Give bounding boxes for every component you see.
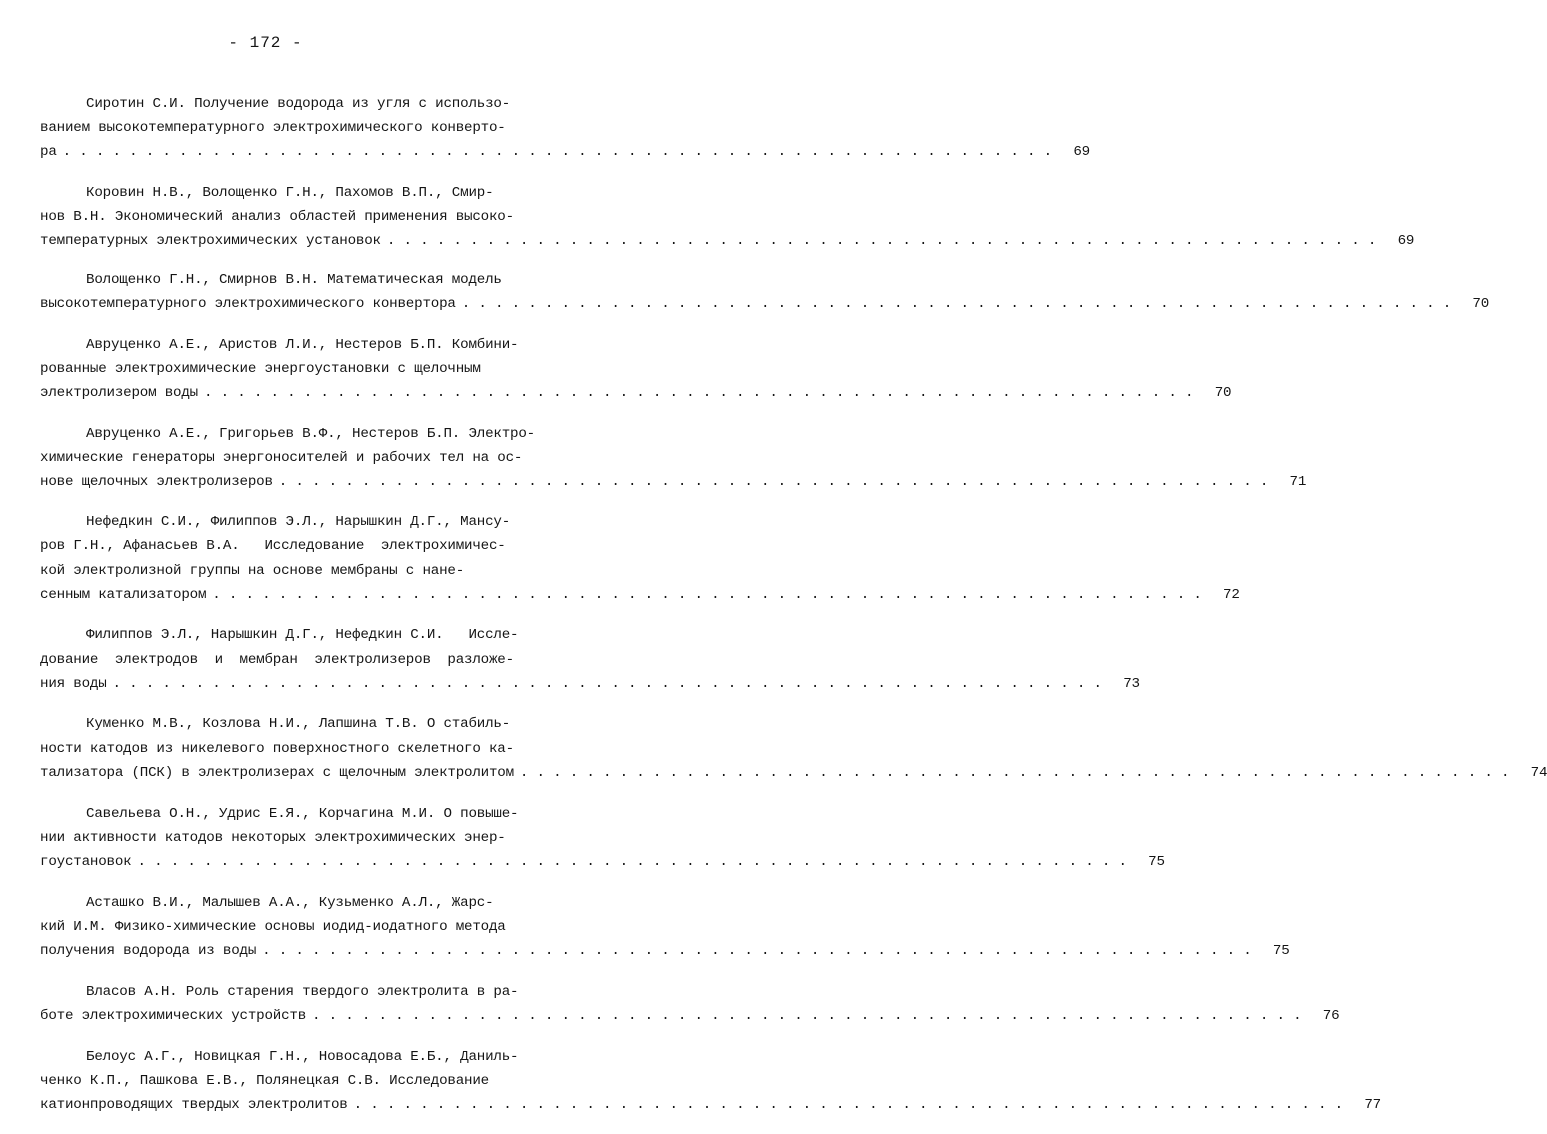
entry-text: Асташко В.И., Малышев А.А., Кузьменко А.Л., Жарс- bbox=[86, 894, 494, 911]
toc-entry-line bbox=[40, 648, 592, 672]
toc-entry bbox=[40, 891, 1290, 964]
toc-entry bbox=[40, 712, 1547, 785]
entry-text: Власов А.Н. Роль старения твердого электролита в ра- bbox=[86, 983, 519, 1000]
entry-text: нове щелочных электролизеров bbox=[40, 473, 273, 490]
entry-page-number: 70 bbox=[1472, 295, 1490, 312]
dot-leader: . . . . . . . . . . . . . . . . . . . . . . . . . . . . . . . . . . . . . . . . . . . . . . . . . . . . . . . . . . . . bbox=[203, 384, 1194, 401]
dot-leader: . . . . . . . . . . . . . . . . . . . . . . . . . . . . . . . . . . . . . . . . . . . . . . . . . . . . . . . . . . . . bbox=[212, 586, 1202, 603]
entry-text: ния воды bbox=[40, 675, 107, 692]
toc-entry-line bbox=[40, 1045, 592, 1069]
toc-entry-line bbox=[40, 826, 592, 850]
toc-entry-line bbox=[40, 534, 592, 558]
entry-text: Савельева О.Н., Удрис Е.Я., Корчагина М.И. О повыше- bbox=[86, 805, 519, 822]
entry-text: рованные электрохимические энергоустановки с щелочным bbox=[40, 360, 481, 377]
entry-text: Волощенко Г.Н., Смирнов В.Н. Математическая модель bbox=[86, 271, 502, 288]
entry-text: высокотемпературного электрохимического конвертора bbox=[40, 295, 456, 312]
toc-entry bbox=[40, 623, 1140, 696]
entry-text: Сиротин С.И. Получение водорода из угля с использо- bbox=[86, 96, 511, 112]
dot-leader: . . . . . . . . . . . . . . . . . . . . . . . . . . . . . . . . . . . . . . . . . . . . . . . . . . . . . . . . . . . . bbox=[137, 853, 1127, 870]
entry-text: Авруценко А.Е., Григорьев В.Ф., Нестеров Б.П. Электро- bbox=[86, 425, 535, 442]
toc-entry-line bbox=[40, 92, 592, 116]
entry-text: Куменко М.В., Козлова Н.И., Лапшина Т.В. О стабиль- bbox=[86, 716, 511, 733]
entry-text: ра bbox=[40, 144, 57, 161]
toc-entry bbox=[40, 1045, 1381, 1118]
entry-page-number: 69 bbox=[1397, 233, 1415, 250]
entry-text: нии активности катодов некоторых электрохимических энер- bbox=[40, 829, 506, 846]
toc-entry-line bbox=[40, 891, 592, 915]
entry-page-number: 70 bbox=[1214, 384, 1232, 401]
toc-entry-line bbox=[40, 357, 592, 381]
entry-text: кой электролизной группы на основе мембраны с нане- bbox=[40, 562, 465, 579]
toc-entry-line bbox=[40, 1093, 1381, 1117]
toc-entry-line bbox=[40, 422, 592, 446]
entry-page-number: 71 bbox=[1289, 473, 1307, 490]
toc-entry-line bbox=[40, 623, 592, 647]
toc-entry-line bbox=[40, 292, 1490, 316]
toc-entry-line bbox=[40, 712, 592, 736]
entry-page-number: 77 bbox=[1364, 1096, 1381, 1113]
toc-entry bbox=[40, 802, 1165, 875]
toc-entry bbox=[40, 92, 1090, 165]
entry-text: Белоус А.Г., Новицкая Г.Н., Новосадова Е.Б., Даниль- bbox=[86, 1048, 519, 1065]
toc-entry-line bbox=[40, 559, 592, 583]
toc-entry-line bbox=[40, 1004, 1340, 1028]
toc-entry-line bbox=[40, 939, 1290, 963]
dot-leader: . . . . . . . . . . . . . . . . . . . . . . . . . . . . . . . . . . . . . . . . . . . . . . . . . . . . . . . . . . . . bbox=[262, 942, 1252, 959]
toc-entry-line bbox=[40, 510, 592, 534]
toc-entry-line bbox=[40, 583, 1240, 607]
entry-text: кий И.М. Физико-химические основы иодид-иодатного метода bbox=[40, 918, 506, 935]
toc-entry-line bbox=[40, 1069, 592, 1093]
entry-page-number: 69 bbox=[1073, 144, 1090, 161]
table-of-contents bbox=[40, 92, 1547, 1134]
entry-page-number: 73 bbox=[1123, 675, 1140, 692]
toc-entry-line bbox=[40, 915, 592, 939]
toc-entry-line bbox=[40, 229, 1415, 253]
toc-entry-line bbox=[40, 140, 1090, 164]
entry-page-number: 75 bbox=[1272, 942, 1290, 959]
entry-text: дование электродов и мембран электролизеров разложе- bbox=[40, 651, 514, 668]
entry-text: температурных электрохимических установок bbox=[40, 233, 381, 250]
toc-entry-line bbox=[40, 333, 592, 357]
entry-text: нов В.Н. Экономический анализ областей применения высоко- bbox=[40, 209, 514, 226]
entry-text: получения водорода из воды bbox=[40, 942, 257, 959]
dot-leader: . . . . . . . . . . . . . . . . . . . . . . . . . . . . . . . . . . . . . . . . . . . . . . . . . . . . . . . . . . . . bbox=[312, 1007, 1302, 1024]
dot-leader: . . . . . . . . . . . . . . . . . . . . . . . . . . . . . . . . . . . . . . . . . . . . . . . . . . . . . . . . . . . . bbox=[461, 295, 1452, 312]
toc-entry-line bbox=[40, 381, 1232, 405]
toc-entry-line bbox=[40, 446, 592, 470]
toc-entry bbox=[40, 268, 1490, 316]
dot-leader: . . . . . . . . . . . . . . . . . . . . . . . . . . . . . . . . . . . . . . . . . . . . . . . . . . . . . . . . . . . . bbox=[112, 675, 1102, 692]
entry-text: сенным катализатором bbox=[40, 586, 207, 603]
dot-leader: . . . . . . . . . . . . . . . . . . . . . . . . . . . . . . . . . . . . . . . . . . . . . . . . . . . . . . . . . . . . bbox=[386, 233, 1377, 250]
toc-entry-line bbox=[40, 980, 592, 1004]
entry-text: боте электрохимических устройств bbox=[40, 1007, 307, 1024]
toc-entry bbox=[40, 333, 1232, 406]
toc-entry bbox=[40, 980, 1340, 1028]
entry-text: ров Г.Н., Афанасьев В.А. Исследование электрохимичес- bbox=[40, 538, 506, 555]
entry-text: ванием высокотемпературного электрохимического конверто- bbox=[40, 120, 506, 137]
toc-entry-line bbox=[40, 850, 1165, 874]
entry-text: химические генераторы энергоносителей и рабочих тел на ос- bbox=[40, 449, 523, 466]
toc-entry bbox=[40, 422, 1307, 495]
entry-text: Авруценко А.Е., Аристов Л.И., Нестеров Б.П. Комбини- bbox=[86, 336, 519, 353]
entry-text: Нефедкин С.И., Филиппов Э.Л., Нарышкин Д.Г., Мансу- bbox=[86, 514, 511, 531]
toc-entry-line bbox=[40, 205, 592, 229]
entry-page-number: 76 bbox=[1322, 1007, 1340, 1024]
entry-text: катионпроводящих твердых электролитов bbox=[40, 1096, 348, 1113]
dot-leader: . . . . . . . . . . . . . . . . . . . . . . . . . . . . . . . . . . . . . . . . . . . . . . . . . . . . . . . . . . . . bbox=[62, 144, 1052, 161]
dot-leader: . . . . . . . . . . . . . . . . . . . . . . . . . . . . . . . . . . . . . . . . . . . . . . . . . . . . . . . . . . . . bbox=[519, 764, 1510, 781]
toc-entry-line bbox=[40, 181, 592, 205]
toc-entry bbox=[40, 510, 1240, 607]
entry-text: электролизером воды bbox=[40, 384, 198, 401]
entry-text: тализатора (ПСК) в электролизерах с щелочным электролитом bbox=[40, 764, 514, 781]
toc-entry-line bbox=[40, 737, 592, 761]
entry-text: Коровин Н.В., Волощенко Г.Н., Пахомов В.П., Смир- bbox=[86, 185, 494, 202]
entry-page-number: 75 bbox=[1148, 853, 1165, 870]
toc-entry-line bbox=[40, 470, 1307, 494]
toc-entry bbox=[40, 181, 1415, 254]
dot-leader: . . . . . . . . . . . . . . . . . . . . . . . . . . . . . . . . . . . . . . . . . . . . . . . . . . . . . . . . . . . . bbox=[278, 473, 1269, 490]
entry-page-number: 72 bbox=[1223, 586, 1240, 603]
entry-text: ности катодов из никелевого поверхностного скелетного ка- bbox=[40, 740, 514, 757]
toc-entry-line bbox=[40, 672, 1140, 696]
toc-entry-line bbox=[40, 802, 592, 826]
entry-text: ченко К.П., Пашкова Е.В., Полянецкая С.В. Исследование bbox=[40, 1072, 489, 1089]
dot-leader: . . . . . . . . . . . . . . . . . . . . . . . . . . . . . . . . . . . . . . . . . . . . . . . . . . . . . . . . . . . . bbox=[353, 1096, 1343, 1113]
toc-entry-line bbox=[40, 761, 1547, 785]
entry-page-number: 74 bbox=[1530, 764, 1547, 781]
toc-entry-line bbox=[40, 116, 592, 140]
entry-text: Филиппов Э.Л., Нарышкин Д.Г., Нефедкин С.И. Иссле- bbox=[86, 627, 519, 644]
toc-entry-line bbox=[40, 268, 592, 292]
page-number: - 172 - bbox=[228, 34, 303, 52]
entry-text: гоустановок bbox=[40, 853, 132, 870]
